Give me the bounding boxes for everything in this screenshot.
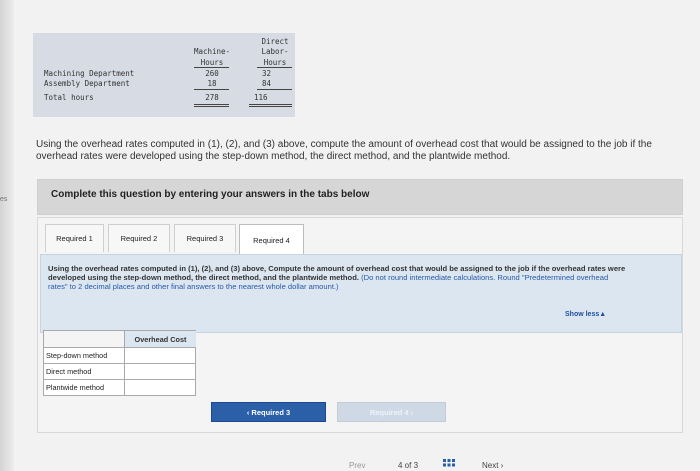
footer-prev-button[interactable]: Prev: [349, 461, 366, 470]
overhead-cost-header: Overhead Cost: [124, 331, 196, 348]
subtotal-rule-machine: [194, 89, 229, 90]
question-text: Using the overhead rates computed in (1), (2), and (3) above, compute the amount of overhead cost that would be assigned to the job if the overhead rates were developed using the step-down method, the direct method, and the plantwide method.: [36, 139, 652, 162]
page-footer: [0, 458, 700, 471]
row-total-machine: 278: [205, 93, 219, 102]
direct-method-input[interactable]: [124, 364, 194, 379]
row-label-assembly: Assembly Department: [44, 79, 130, 88]
footer-page-indicator: 4 of 3: [398, 461, 419, 470]
table-row: [44, 380, 195, 395]
tab-required-4[interactable]: Required 4: [239, 224, 304, 255]
tab-required-2[interactable]: Required 2: [108, 224, 170, 252]
labor-header-line1: Direct: [261, 37, 289, 46]
grid-icon[interactable]: [443, 459, 455, 471]
content-text: [48, 264, 628, 292]
footer-next-button[interactable]: Next ›: [482, 461, 504, 470]
left-edge: [0, 0, 14, 471]
subtotal-rule-labor: [257, 89, 292, 90]
overhead-table-corner: [44, 331, 124, 348]
instructions-text: Complete this question by entering your answers in the tabs below: [51, 189, 370, 200]
side-edge-text: es: [0, 196, 8, 203]
total-rule2-machine: [194, 106, 229, 107]
instructions-box: [37, 179, 683, 215]
question-content: [40, 254, 682, 333]
table-row: [44, 348, 195, 364]
direct-method-label: Direct method: [46, 367, 92, 376]
row-total-labor: 116: [254, 93, 268, 102]
next-required-button[interactable]: Required 4 ›: [337, 402, 446, 422]
content-main: Using the overhead rates computed in (1), (2), and (3) above, Compute the amount of overhead cost that would be assigned to the job if the overhead rates were developed using the step-down method, the direct method, and the plantwide method.: [48, 264, 626, 283]
tab-required-1[interactable]: Required 1: [45, 224, 104, 252]
row-assembly-labor: 84: [262, 79, 272, 88]
show-less-link[interactable]: Show less▲: [565, 311, 607, 318]
step-down-label: Step-down method: [46, 351, 108, 360]
row-label-machining: Machining Department: [44, 69, 135, 78]
header-rule-labor: [257, 67, 292, 68]
table-row: [44, 364, 195, 380]
content-hint: (Do not round intermediate calculations. Round "Predetermined overhead rates" to 2 decimal places and other final answers to the nearest whole dollar amount.): [48, 273, 609, 292]
overhead-table: [43, 330, 196, 396]
labor-header-line3: Hours: [263, 58, 287, 67]
labor-header-line2: Labor-: [261, 47, 289, 56]
step-down-input[interactable]: [124, 348, 194, 363]
row-machining-machine: 260: [205, 69, 219, 78]
row-label-total: Total hours: [44, 93, 94, 102]
total-rule1-machine: [194, 104, 229, 105]
plantwide-method-input[interactable]: [124, 380, 194, 395]
header-rule-machine: [194, 67, 229, 68]
machine-header-line2: Hours: [200, 58, 224, 67]
hours-table: [33, 33, 295, 117]
machine-header-line1: Machine-: [193, 47, 231, 56]
total-rule2-labor: [249, 106, 292, 107]
tab-required-3[interactable]: Required 3: [174, 224, 236, 252]
prev-required-button[interactable]: ‹ Required 3: [211, 402, 326, 422]
plantwide-method-label: Plantwide method: [46, 383, 105, 392]
row-machining-labor: 32: [262, 69, 272, 78]
row-assembly-machine: 18: [207, 79, 217, 88]
total-rule1-labor: [249, 104, 292, 105]
